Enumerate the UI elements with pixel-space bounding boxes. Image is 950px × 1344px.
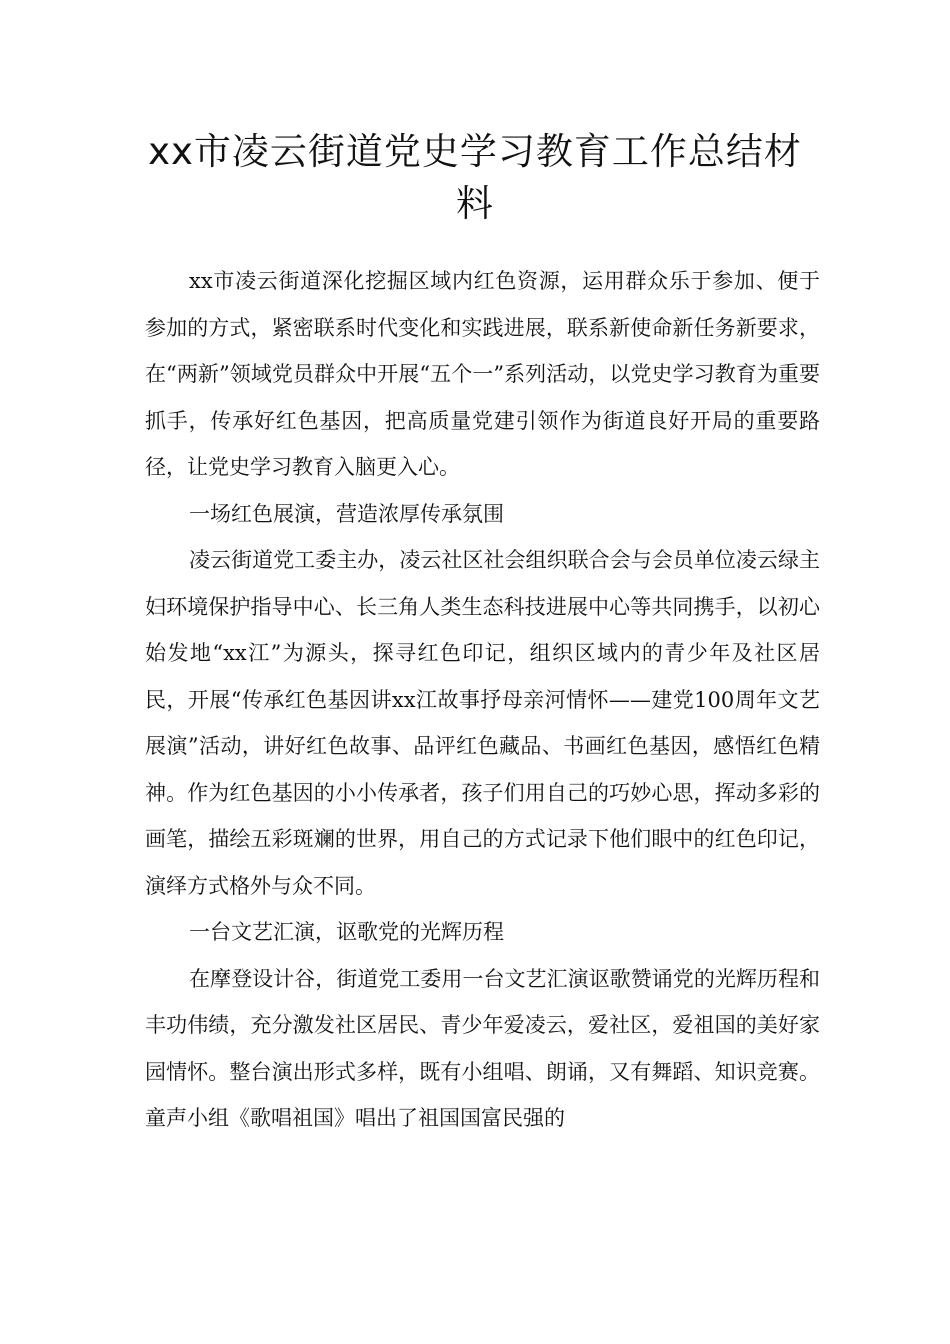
- document-body: [145, 258, 820, 1142]
- body-paragraph-red-performance: 凌云街道党工委主办，凌云社区社会组织联合会与会员单位凌云绿主妇环境保护指导中心、长三角人类生态科技进展中心等共同携手，以初心始发地“xx江”为源头，探寻红色印记，组织区域内的青少年及社区居民，开展“传承红色基因讲xx江故事抒母亲河情怀——建党100周年文艺展演”活动，讲好红色故事、品评红色藏品、书画红色基因，感悟红色精神。作为红色基因的小小传承者，孩子们用自己的巧妙心思，挥动多彩的画笔，描绘五彩斑斓的世界，用自己的方式记录下他们眼中的红色印记，演绎方式格外与众不同。: [145, 548, 820, 898]
- body-paragraph-art-show: 在摩登设计谷，街道党工委用一台文艺汇演讴歌赞诵党的光辉历程和丰功伟绩，充分激发社区居民、青少年爱凌云，爱社区，爱祖国的美好家园情怀。整台演出形式多样，既有小组唱、朗诵，又有舞蹈、知识竞赛。童声小组《歌唱祖国》唱出了祖国国富民强的: [145, 966, 820, 1130]
- section-heading-art-show: 一台文艺汇演，讴歌党的光辉历程: [189, 920, 504, 944]
- intro-paragraph: xx市凌云街道深化挖掘区域内红色资源，运用群众乐于参加、便于参加的方式，紧密联系时代变化和实践进展，联系新使命新任务新要求，在“两新”领域党员群众中开展“五个一”系列活动，以党史学习教育为重要抓手，传承好红色基因，把高质量党建引领作为街道良好开局的重要路径，让党史学习教育入脑更入心。: [145, 269, 820, 479]
- section-heading-red-performance: 一场红色展演，营造浓厚传承氛围: [189, 501, 504, 526]
- document-title: xx市凌云街道党史学习教育工作总结材料: [148, 130, 802, 225]
